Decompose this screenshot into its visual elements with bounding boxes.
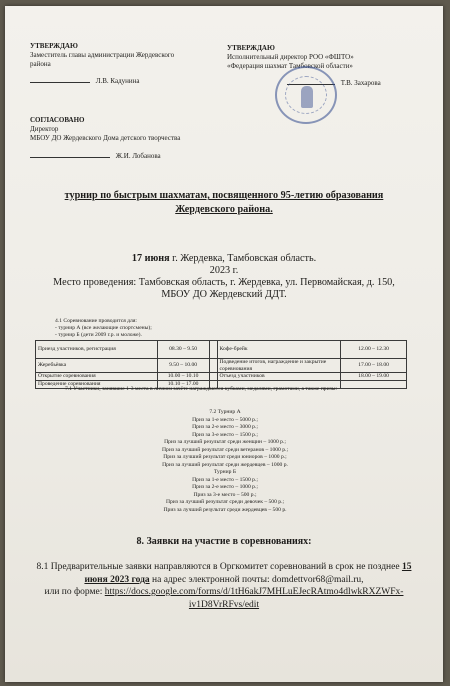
apps-email: на адрес электронной почты: domdettvor68@mail.ru, xyxy=(149,574,364,585)
approve-left-block xyxy=(30,42,220,86)
group-b: - турнир Б (дети 2009 г.р. и моложе). xyxy=(55,332,142,338)
event-info xyxy=(9,253,439,301)
prizes-heading-a: 7.2 Турнир А xyxy=(209,409,241,415)
schedule-time: 18.00 – 19.00 xyxy=(341,373,407,381)
agreed-signature: Ж.И. Лобанова xyxy=(115,152,161,160)
group-a: - турнир А (все желающие спортсмены); xyxy=(55,325,152,331)
prize-item: Приз за лучший результат среди ветеранов – 1000 р.; xyxy=(161,446,289,453)
title-line2: Жердевского района. xyxy=(175,204,273,215)
official-stamp xyxy=(275,66,337,124)
approve-left-line1: Заместитель главы администрации Жердевского xyxy=(30,51,175,59)
prize-item: Приз за лучший результат среди женщин – 1000 р.; xyxy=(164,439,286,445)
schedule-label: Открытие соревнования xyxy=(36,373,158,381)
schedule-label: Приезд участников, регистрация xyxy=(36,341,158,359)
apps-deadline-day: 15 xyxy=(401,562,412,572)
schedule-table xyxy=(35,340,407,389)
approve-right-heading: УТВЕРЖДАЮ xyxy=(227,44,275,52)
approve-right-line1: Исполнительный директор РОО «ФШТО» xyxy=(227,53,354,61)
venue-line1: Место проведения: Тамбовская область, г. Жердевка, ул. Первомайская, д. 150, xyxy=(53,277,395,288)
agreed-line2: МБОУ ДО Жердевского Дома детского творчества xyxy=(30,134,181,142)
prizes-heading-b: Турнир Б xyxy=(213,469,237,475)
schedule-time: 12.00 – 12.30 xyxy=(341,341,407,359)
document-title xyxy=(13,189,435,217)
applications-block xyxy=(7,561,441,611)
prize-item: Приз за лучший результат среди жердевцев – 500 р. xyxy=(163,506,287,513)
approve-right-line2: «Федерация шахмат Тамбовской области» xyxy=(227,62,353,70)
groups-block xyxy=(55,318,255,339)
approve-left-signature: Л.В. Кадунина xyxy=(95,77,140,85)
schedule-label: Кофе-брейк xyxy=(217,341,341,359)
prize-item: Приз за лучший результат среди юниоров – 1000 р.; xyxy=(163,454,287,460)
schedule-time: 9.50 – 10.00 xyxy=(157,359,209,373)
prize-item: Приз за 1-е место – 1500 р.; xyxy=(192,476,258,483)
venue-line2: МБОУ ДО Жердевский ДДТ. xyxy=(161,289,287,300)
schedule-time: 10.10 – 17.00 xyxy=(157,381,209,389)
table-row xyxy=(36,373,407,381)
agreed-heading: СОГЛАСОВАНО xyxy=(30,116,85,124)
document-page xyxy=(5,6,443,682)
agreed-line1: Директор xyxy=(30,125,59,133)
form-link-continued[interactable]: iv1D8VrRFvs/edit xyxy=(188,599,260,610)
apps-line1: 8.1 Предварительные заявки направляются в Оргкомитет соревнований в срок не позднее xyxy=(36,562,402,572)
apps-deadline: июня 2023 года xyxy=(84,574,150,585)
prize-item: Приз за лучший результат среди жердевцев – 1000 р. xyxy=(162,461,288,468)
prize-item: Приз за 2-е место – 1000 р.; xyxy=(192,484,258,490)
approve-right-signature: Т.В. Захарова xyxy=(340,79,381,87)
title-line1: турнир по быстрым шахматам, посвященного 95-летию образования xyxy=(64,190,384,201)
prize-item: Приз за 3-е место – 1500 р.; xyxy=(192,431,258,438)
section8-heading: 8. Заявки на участие в соревнованиях: xyxy=(136,536,312,547)
prize-item: Приз за лучший результат среди девочек – 500 р.; xyxy=(165,499,285,505)
schedule-time: 10.00 – 10.10 xyxy=(157,373,209,381)
agreed-block xyxy=(30,116,250,161)
schedule-label: Отъезд участников xyxy=(217,373,341,381)
prize-item: Приз за 3-е место – 500 р.; xyxy=(193,491,257,498)
signature-line xyxy=(30,82,90,83)
schedule-label: Жеребьёвка xyxy=(36,359,158,373)
prize-item: Приз за 2-е место – 3000 р.; xyxy=(192,424,258,430)
prizes-block xyxy=(95,409,355,514)
groups-intro: 4.1 Соревнование проводится для: xyxy=(55,318,137,324)
schedule-label: Подведение итогов, награждение и закрытие соревнования xyxy=(217,359,341,373)
table-row xyxy=(36,359,407,373)
prize-item: Приз за 1-е место – 5000 р.; xyxy=(192,416,258,423)
apps-form-label: или по форме: xyxy=(44,587,105,597)
schedule-time: 08.30 – 9.50 xyxy=(157,341,209,359)
event-place: г. Жердевка, Тамбовская область. xyxy=(169,253,317,264)
signature-line xyxy=(30,157,110,158)
event-year: 2023 г. xyxy=(209,265,239,276)
approve-left-line2: района xyxy=(30,60,51,68)
form-link[interactable]: https://docs.google.com/forms/d/1tH6akJ7MHLuEJecRAtmo4dlwkRXZWFx- xyxy=(104,587,404,597)
table-row xyxy=(36,341,407,359)
awards-note: 7.1 Участники, занявшие 1-3 места в личном зачёте награждаются кубками, медалями, грамотами, а также призы: xyxy=(65,386,338,392)
approve-left-heading: УТВЕРЖДАЮ xyxy=(30,42,78,50)
event-date: 17 июня xyxy=(131,253,170,264)
schedule-label: Проведение соревнования xyxy=(36,381,158,389)
schedule-time: 17.00 – 18.00 xyxy=(341,359,407,373)
